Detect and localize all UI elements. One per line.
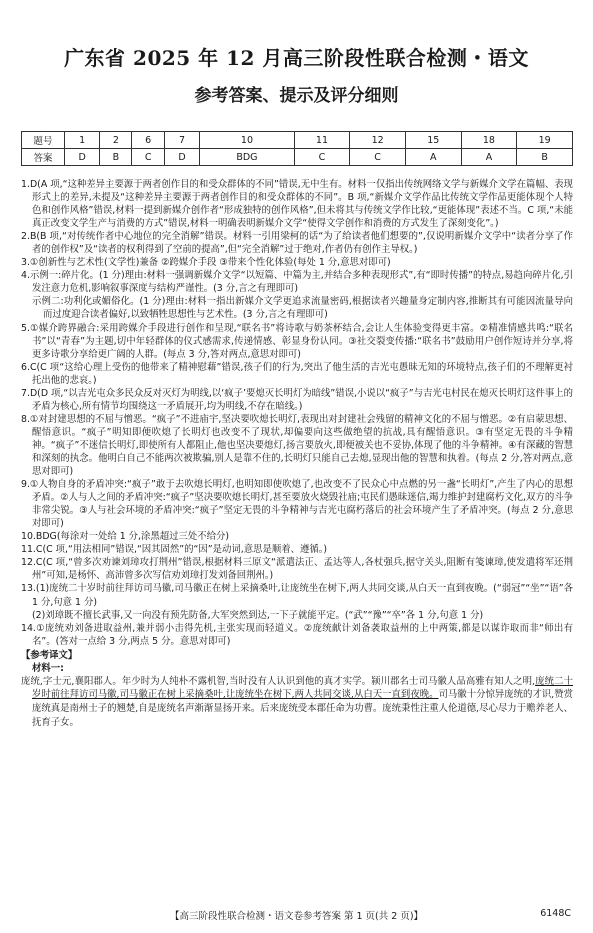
- answer-cell: B: [100, 149, 132, 166]
- answer-item-13-1: 13.(1)庞统二十岁时前往拜访司马徽,司马徽正在树上采摘桑叶,让庞统坐在树下,两人共同交谈,从白天一直到夜晚。(“弱冠”“坐”“语”各 1 分,句意 1 分): [21, 583, 573, 608]
- question-number: 15: [405, 132, 461, 149]
- page-footer: 【高三阶段性联合检测・语文卷参考答案 第 1 页(共 2 页)】: [169, 911, 424, 922]
- answer-cell: BDG: [200, 149, 294, 166]
- answer-item-5: 5.①媒介跨界融合:采用跨媒介手段进行创作和呈现,“联名书”将诗歌与奶茶杯结合,会让人生体验变得更丰富。②精准情感共鸣:“联名书”以“青春”为主题,切中年轻群体的仪式感需求,传递情感、彰显身份认同。③社交裂变传播:“联名书”鼓励用户创作短诗并分享,将更多诗歌分享给更广阔的人群。(每点 3 分,答对两点,意思对即可): [21, 322, 573, 360]
- answer-item-9: 9.①人物自身的矛盾冲突:“疯子”敢于去吹熄长明灯,也明知即使吹熄了,也改变不了民众心中点燃的另一盏“长明灯”,产生了内心的思想矛盾。②人与人之间的矛盾冲突:“疯子”坚决要吹熄长明灯,甚至要放火烧毁社庙;屯民们愚昧迷信,竭力维护封建腐朽文化,双方的斗争非常尖锐。③人与社会环境的矛盾冲突:“疯子”坚定无畏的斗争精神与吉光屯腐朽落后的社会环境产生了矛盾冲突。(每点 2 分,意思对即可): [21, 479, 573, 530]
- answer-item-13-2: (2)刘璋既不擅长武事,又一向没有预先防备,大军突然到达,一下子就能平定。(“武”“豫”“卒”各 1 分,句意 1 分): [32, 609, 484, 621]
- table-row-label: 答案: [22, 149, 65, 166]
- answer-item-2: 2.B(B 项,“对传统作者中心地位的完全消解”错误。材料一引用梁柯的话“为了给读者他们想要的”,仅说明新媒介文学中“读者分享了作者的创作权”及“读者的权利得到了空前的提高”,但“完全消解”过于绝对,作者仍有创作主导权。): [21, 231, 573, 256]
- answer-item-1: 1.D(A 项,“这种差异主要源于两者创作目的和受众群体的不同”错误,无中生有。材料一仅指出传统网络文学与新媒介文学在篇幅、表现形式上的差异,未提及“这种差异主要源于两者创作目的和受众群体的不同”。B 项,“新媒介文学作品比传统文学作品更能体现个人特色和创作风格”错误,材料一提到新媒介创作者“形成独特的创作风格”,但未将其与传统文学作比较,“更能体现”表述不当。C 项,“未能真正改变文学生产与消费的方式”错误,材料一明确表明新媒介文学“使得文学创作和消费的方式发生了深刻变化”。): [21, 179, 573, 230]
- translation-text: [21, 675, 573, 729]
- translation-heading: 【参考译文】: [21, 649, 78, 661]
- answer-table: [21, 131, 573, 166]
- page-title: 广东省 2025 年 12 月高三阶段性联合检测・语文: [64, 46, 529, 70]
- answer-item-4-example-2: 示例二:功利化或媚俗化。(1 分)理由:材料一指出新媒介文学更追求流量密码,根据读者兴趣量身定制内容,推断其有可能因流量导向而过度迎合读者偏好,以致牺牲思想性与艺术性。(3 分,言之有理即可): [32, 296, 573, 321]
- answer-item-14: 14.①庞统劝刘备进取益州,兼并弱小击得先机,主张实现而轻道义。②庞统献计刘备袭取益州的上中两策,都是以谋诈取而非“师出有名”。(答对一点给 3 分,两点 5 分。意思对即可): [21, 622, 573, 647]
- answer-cell: B: [517, 149, 573, 166]
- answer-item-11: 11.C(C 项,“用法相同”错误,“因其固然”的“因”是动词,意思是顺着、遵循。): [21, 544, 328, 556]
- material-label: 材料一:: [32, 662, 64, 674]
- question-number: 11: [294, 132, 350, 149]
- translation-part-b: 司马徽十分惊异庞统的才识,赞赏庞统真是南州士子的翘楚,自是庞统名声渐渐显扬开来。后来庞统受本郡任命为功曹。庞统秉性注重人伦道德,尽心尽力于赡养老人、抚育子女。: [32, 689, 573, 728]
- answer-item-10: 10.BDG(每涂对一处给 1 分,涂黑超过三处不给分): [21, 531, 230, 543]
- question-number: 2: [100, 132, 132, 149]
- answer-cell: C: [350, 149, 406, 166]
- answer-cell: A: [405, 149, 461, 166]
- question-number: 12: [350, 132, 406, 149]
- table-row-label: 题号: [22, 132, 65, 149]
- question-number: 6: [132, 132, 164, 149]
- answer-item-12: 12.C(C 项,“曾多次劝谏刘璋攻打荆州”错误,根据材料三原文“派遣法正、孟达等人,各杖强兵,据守关头,阻断有笺谏璋,使发遣将军还荆州”可知,是杨怀、高沛曾多次写信劝刘璋打发刘备回荆州。): [21, 557, 573, 582]
- answer-item-3: 3.①创新性与艺术性(文学性)兼备 ②跨媒介手段 ③带来个性化体验(每处 1 分,意思对即可): [21, 257, 391, 269]
- table-row-answers: [22, 149, 573, 166]
- answer-cell: D: [164, 149, 199, 166]
- answer-item-7: 7.D(D 项,“以吉光屯众多民众反对灭灯为明线,以‘疯子’要熄灭长明灯为暗线”错误,小说以“疯子”与吉光屯村民在熄灭长明灯这件事上的矛盾为核心,所有情节均围绕这一矛盾展开,均为明线,不存在暗线。): [21, 387, 573, 412]
- answer-cell: A: [461, 149, 517, 166]
- translation-part-a: 庞统,字士元,襄阳郡人。年少时为人纯朴不露机智,当时没有人认识到他的真才实学。颍川郡名士司马徽人品高雅有知人之明,: [21, 675, 536, 687]
- answer-cell: D: [65, 149, 100, 166]
- question-number: 19: [517, 132, 573, 149]
- page-subtitle: 参考答案、提示及评分细则: [194, 86, 399, 106]
- paper-code: 6148C: [540, 908, 571, 919]
- question-number: 7: [164, 132, 199, 149]
- answer-item-8: 8.①对封建思想的不屈与憎恶。“疯子”不进庙宇,坚决要吹熄长明灯,表现出对封建社会残留的精神文化的不屈与憎恶。②有启蒙思想、醒悟意识。“疯子”明知即便吹熄了长明灯也改变不了现状,却偏要向这些做绝望的抗战,具有醒悟意识。③有坚定无畏的斗争精神。“疯子”不迷信长明灯,即使所有人都阻止,他也坚决要熄灯,扬言要放火,即便被关也不妥协,体现了他的斗争精神。④有深藏的智慧和深刻的执念。他明白自己不能两次被欺骗,别人是靠不住的,长明灯只能自己去熄,显现出他的智慧和执着。(每点 2 分,答对两点,意思对即可): [21, 413, 573, 478]
- answer-item-6: 6.C(C 项“这给心理上受伤的他带来了精神慰藉”错误,孩子们的行为,突出了他生活的吉光屯愚昧无知的环境特点,孩子们的不理解更衬托出他的悲哀。): [21, 361, 573, 386]
- translation-underlined: 庞统二十岁时前往拜访司马徽,司马徽正在树上采摘桑叶,让庞统坐在树下,两人共同交谈,从白天一直到夜晚。: [32, 675, 573, 701]
- table-row-numbers: [22, 132, 573, 149]
- question-number: 18: [461, 132, 517, 149]
- answer-cell: C: [132, 149, 164, 166]
- question-number: 10: [200, 132, 294, 149]
- answer-item-4: 4.示例一:碎片化。(1 分)理由:材料一强调新媒介文学“以短篇、中篇为主,并结合多种表现形式”,有“即时传播”的特点,易趋向碎片化,引发注意力危机,影响叙事深度与结构严谨性。(3 分,言之有理即可): [21, 270, 573, 295]
- answer-cell: C: [294, 149, 350, 166]
- question-number: 1: [65, 132, 100, 149]
- answer-explanations: [21, 178, 573, 729]
